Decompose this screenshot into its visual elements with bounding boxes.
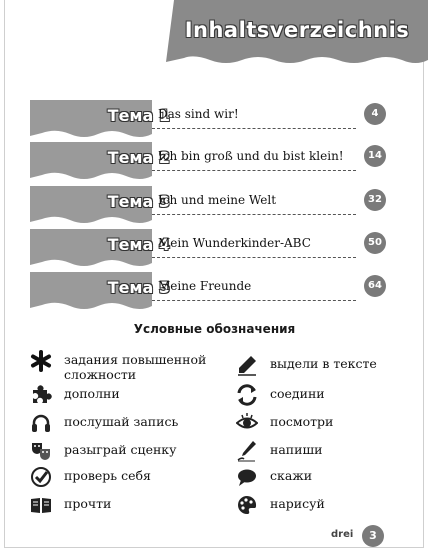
page-title: Inhaltsverzeichnis [184,18,410,42]
legend-item [30,384,220,408]
topic-label: Тема 2 [107,148,170,167]
legend-item [236,466,406,490]
topic-label: Тема 4 [107,235,170,254]
checkmark-icon [30,466,52,488]
page-number-badge: 3 [362,525,384,547]
topic-page-badge: 4 [364,103,386,125]
topic-row[interactable] [30,186,390,226]
legend-item [30,494,220,518]
dotted-leader [152,128,356,129]
legend-title: Условные обозначения [133,322,296,336]
legend-label: скажи [270,468,313,483]
legend-label: разыграй сценку [64,442,177,457]
legend-item [236,440,406,464]
headphones-icon [30,412,52,434]
topic-page-badge: 64 [364,275,386,297]
topic-label: Тема 5 [107,278,170,297]
legend-item [30,440,220,464]
pen-nib-icon [236,440,258,462]
asterisk-icon [30,350,52,372]
speech-bubble-icon [236,466,258,488]
topic-label: Тема 1 [107,106,170,125]
theater-masks-icon [30,440,52,462]
eye-icon [236,412,258,434]
palette-icon [236,494,258,516]
topic-title: Mein Wunderkinder-ABC [158,236,311,250]
legend-label: задания повышенной сложности [64,352,207,382]
topic-title: Ich bin groß und du bist klein! [158,149,344,163]
dotted-leader [152,300,356,301]
legend-label: нарисуй [270,496,325,511]
legend-label: послушай запись [64,414,179,429]
topic-title: Ich und meine Welt [158,193,277,207]
connect-arrows-icon [236,384,258,406]
marker-icon [236,354,258,376]
legend-item [30,412,220,436]
legend-item [30,466,220,490]
dotted-leader [152,214,356,215]
topic-title: Das sind wir! [158,107,239,121]
topic-title: Meine Freunde [158,279,252,293]
topic-page-badge: 50 [364,232,386,254]
topic-label: Тема 3 [107,192,170,211]
topic-page-badge: 14 [364,145,386,167]
page-number-word: drei [331,529,354,540]
dotted-leader [152,257,356,258]
legend-label: проверь себя [64,468,151,483]
topic-row[interactable] [30,229,390,269]
topic-row[interactable] [30,142,390,182]
topic-row[interactable] [30,272,390,312]
dotted-leader [152,170,356,171]
legend-label: прочти [64,496,112,511]
legend-item [236,384,406,408]
legend-label: дополни [64,386,120,401]
topic-row[interactable] [30,100,390,140]
legend-item [236,412,406,436]
legend-label: напиши [270,442,323,457]
open-book-icon [30,494,52,516]
legend-item [236,494,406,518]
puzzle-icon [30,384,52,406]
legend-item [236,354,406,378]
header-banner [166,0,428,68]
legend-label: выдели в тексте [270,356,377,371]
legend-label: соедини [270,386,325,401]
legend-label: посмотри [270,414,334,429]
topic-page-badge: 32 [364,189,386,211]
legend-item [30,350,220,382]
